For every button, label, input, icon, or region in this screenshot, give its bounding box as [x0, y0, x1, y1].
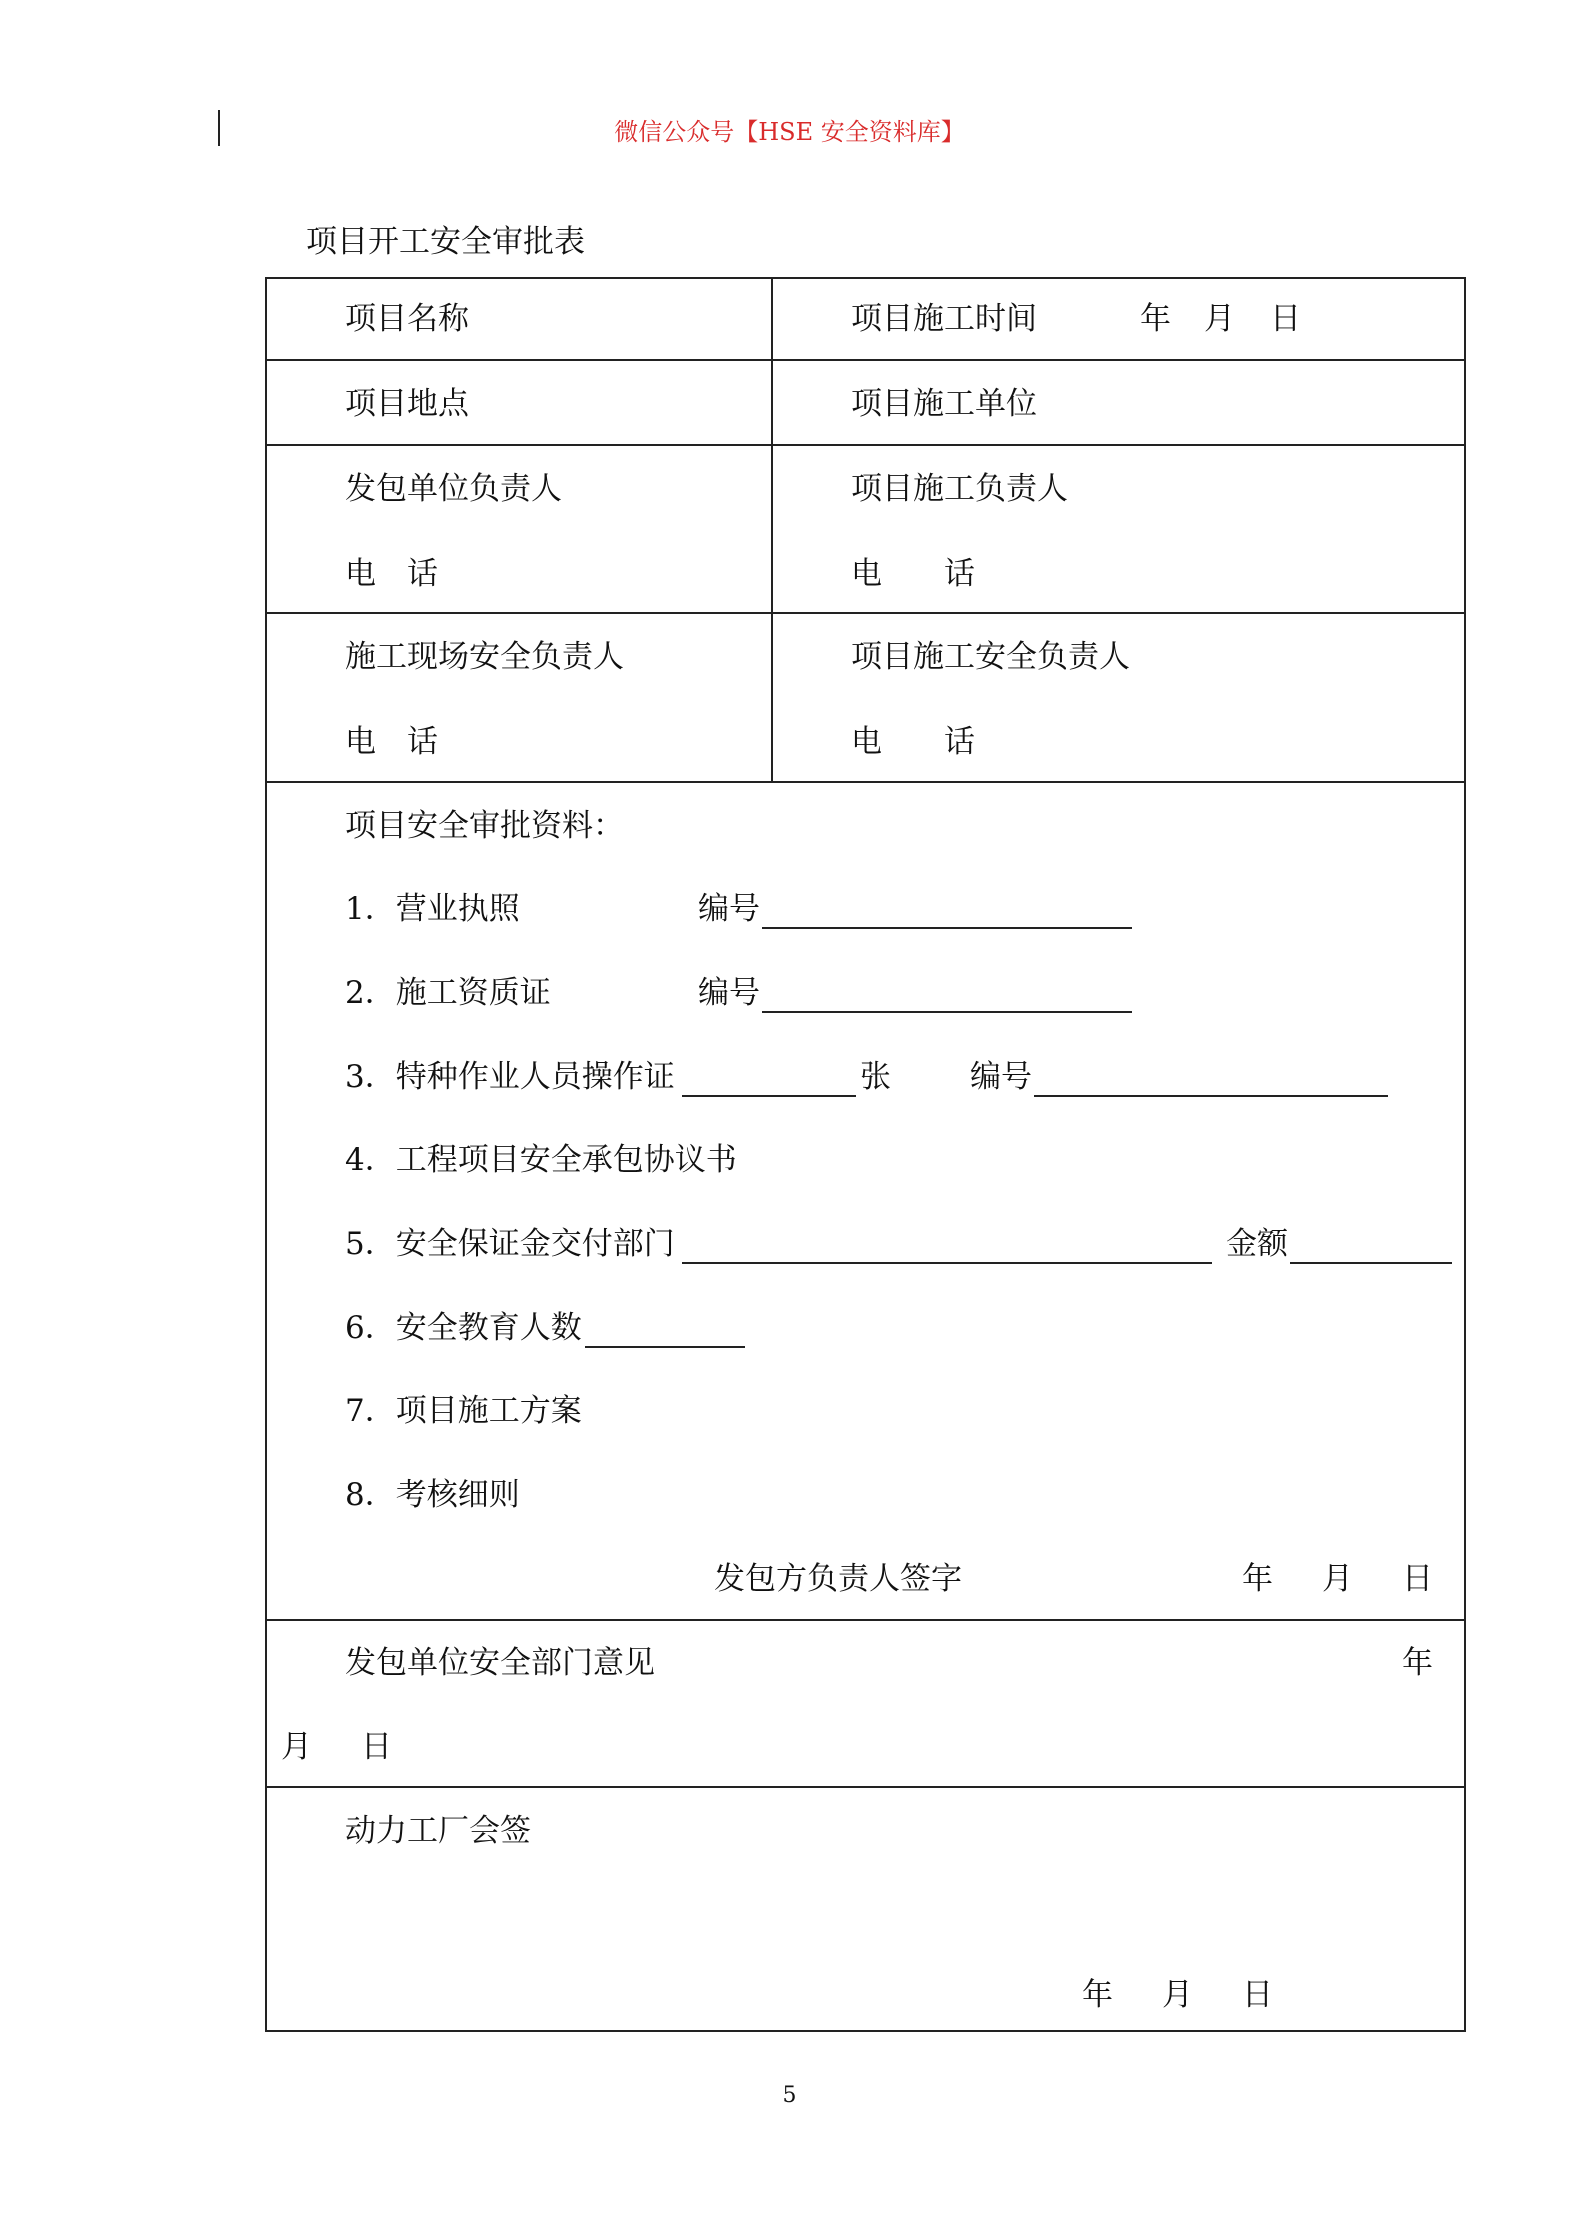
label-contractor-manager: 发包单位负责人: [345, 471, 562, 507]
date-month: 月: [281, 1729, 312, 1765]
field-label-number: 编号: [698, 891, 760, 927]
fill-in-line: [762, 927, 1132, 929]
unit-label: 张: [860, 1059, 891, 1095]
field-label-number: 编号: [970, 1059, 1032, 1095]
label-project-name: 项目名称: [345, 301, 469, 337]
header-watermark: 微信公众号【HSE 安全资料库】: [614, 118, 965, 146]
label-phone: 电 话: [345, 724, 438, 760]
label-phone: 电 话: [345, 556, 438, 592]
document-title: 项目开工安全审批表: [306, 224, 585, 260]
material-item-5: 5．安全保证金交付部门: [345, 1226, 675, 1262]
label-construction-safety-manager: 项目施工安全负责人: [851, 639, 1130, 675]
material-item-1: 1．营业执照: [345, 891, 520, 927]
date-day: 日: [1242, 1977, 1273, 2013]
date-month: 月: [1322, 1561, 1353, 1597]
date-day: 日: [361, 1729, 392, 1765]
material-item-8: 8．考核细则: [345, 1477, 520, 1513]
fill-in-line: [682, 1262, 1212, 1264]
date-year: 年: [1140, 301, 1171, 337]
label-phone: 电 话: [851, 724, 975, 760]
material-item-4: 4．工程项目安全承包协议书: [345, 1142, 737, 1178]
date-year: 年: [1402, 1645, 1433, 1681]
row-divider: [265, 612, 1466, 614]
date-year: 年: [1082, 1977, 1113, 2013]
fill-in-line: [585, 1346, 745, 1348]
row-divider: [265, 1786, 1466, 1788]
row-divider: [265, 781, 1466, 783]
label-countersign: 动力工厂会签: [345, 1813, 531, 1849]
label-project-location: 项目地点: [345, 386, 469, 422]
row-divider: [265, 1619, 1466, 1621]
column-divider: [771, 277, 773, 783]
label-construction-unit: 项目施工单位: [851, 386, 1037, 422]
date-day: 日: [1270, 301, 1301, 337]
date-month: 月: [1204, 301, 1235, 337]
fill-in-line: [682, 1095, 856, 1097]
date-day: 日: [1402, 1561, 1433, 1597]
label-phone: 电 话: [851, 556, 975, 592]
row-divider: [265, 359, 1466, 361]
material-item-6: 6．安全教育人数: [345, 1310, 582, 1346]
label-safety-dept-opinion: 发包单位安全部门意见: [345, 1645, 655, 1681]
page-number: 5: [782, 2083, 797, 2108]
date-month: 月: [1162, 1977, 1193, 2013]
field-label-number: 编号: [698, 975, 760, 1011]
label-construction-manager: 项目施工负责人: [851, 471, 1068, 507]
field-label-amount: 金额: [1226, 1226, 1288, 1262]
date-year: 年: [1242, 1561, 1273, 1597]
fill-in-line: [1034, 1095, 1388, 1097]
row-divider: [265, 444, 1466, 446]
material-item-2: 2．施工资质证: [345, 975, 551, 1011]
fill-in-line: [762, 1011, 1132, 1013]
material-item-3: 3．特种作业人员操作证: [345, 1059, 675, 1095]
label-construction-time: 项目施工时间: [851, 301, 1037, 337]
materials-heading: 项目安全审批资料：: [345, 808, 624, 844]
fill-in-line: [1290, 1262, 1452, 1264]
label-site-safety-manager: 施工现场安全负责人: [345, 639, 624, 675]
material-item-7: 7．项目施工方案: [345, 1393, 582, 1429]
signature-label: 发包方负责人签字: [714, 1561, 962, 1597]
